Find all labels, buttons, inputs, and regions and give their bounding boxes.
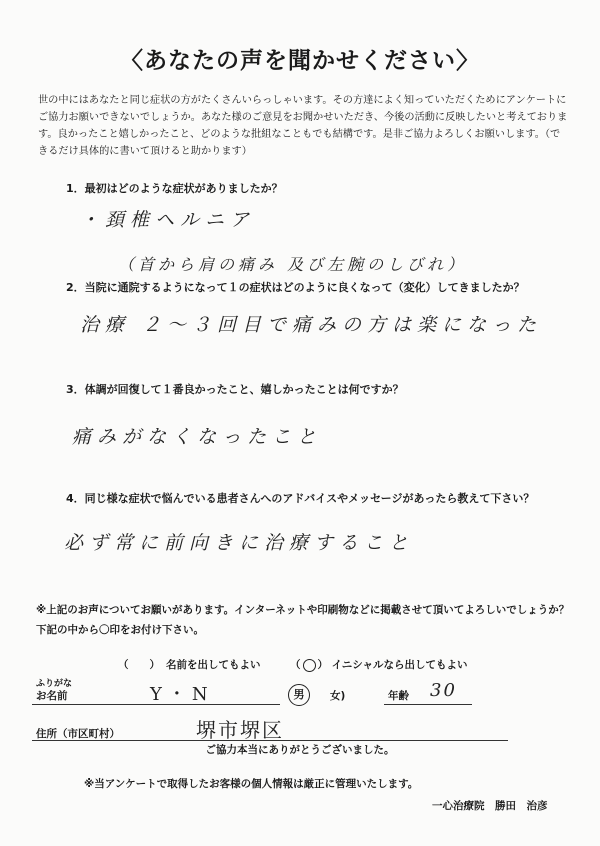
selected-circle-icon [303, 659, 316, 672]
age-value: 30 [430, 680, 457, 701]
furigana-label: ふりがな [36, 679, 73, 689]
option-name [118, 657, 261, 672]
gender-male-circled: 男 [288, 684, 310, 706]
name-underline [32, 704, 280, 705]
clinic-signature: 一心治療院 勝田 治彦 [432, 800, 548, 812]
age-label: 年齢 [388, 690, 409, 702]
address-underline [32, 740, 508, 741]
privacy-note: ※当アンケートで取得したお客様の個人情報は厳正に管理いたします。 [84, 778, 419, 790]
name-label: お名前 [36, 690, 68, 702]
option-1-label: 名前を出してもよい [166, 659, 261, 671]
question-1: 1．最初はどのような症状がありましたか？ [66, 182, 283, 195]
address-label: 住所（市区町村） [36, 728, 120, 740]
page-title: 〈あなたの声を聞かせください〉 [120, 48, 480, 74]
option-1-paren: （ ） [118, 659, 160, 671]
publication-notice: ※上記のお声についてお願いがあります。インターネットや印刷物などに掲載させて頂いてよろしいでしょうか？下記の中から〇印をお付け下さい。 [36, 604, 570, 636]
intro-paragraph: 世の中にはあなたと同じ症状の方がたくさんいらっしゃいます。その方達によく知っていただくためにアンケートにご協力お願いできないでしょうか。あなた様のご意見をお聞かせいただき、今後の活動に反映したいと考えております。良かったこと嬉しかったこと、どのような批組なこともでも結構です。是非ご協力よろしくお願いします。（できるだけ具体的に書いて頂けると助かります） [38, 95, 568, 157]
answer-1-line-2: （首から肩の痛み 及び左腕のしびれ） [118, 255, 468, 274]
option-2-paren-close: ） [317, 659, 328, 671]
answer-2: 治療 ２～３回目で痛みの方は楽になった [80, 314, 543, 336]
name-value: Y・N [150, 684, 214, 705]
answer-1-line-1: ・頚椎ヘルニア [80, 209, 256, 231]
thanks-message: ご協力本当にありがとうございました。 [205, 744, 395, 756]
question-2: 2．当院に通院するようになって１の症状はどのように良くなって（変化）してきましたか？ [66, 281, 525, 294]
gender-female: 女) [330, 690, 346, 702]
address-value: 堺市堺区 [196, 718, 284, 742]
question-4: 4．同じ様な症状で悩んでいる患者さんへのアドバイスやメッセージがあったら教えて下さい？ [66, 492, 535, 505]
option-2-paren-open: （ [290, 659, 301, 671]
option-initials [290, 657, 468, 672]
question-3: 3．体調が回復して１番良かったこと、嬉しかったことは何ですか？ [66, 383, 404, 396]
age-underline [384, 704, 472, 705]
option-2-label: イニシャルなら出してもよい [331, 659, 468, 671]
answer-4: 必ず常に前向きに治療すること [64, 532, 415, 554]
answer-3: 痛みがなくなったこと [72, 426, 323, 448]
